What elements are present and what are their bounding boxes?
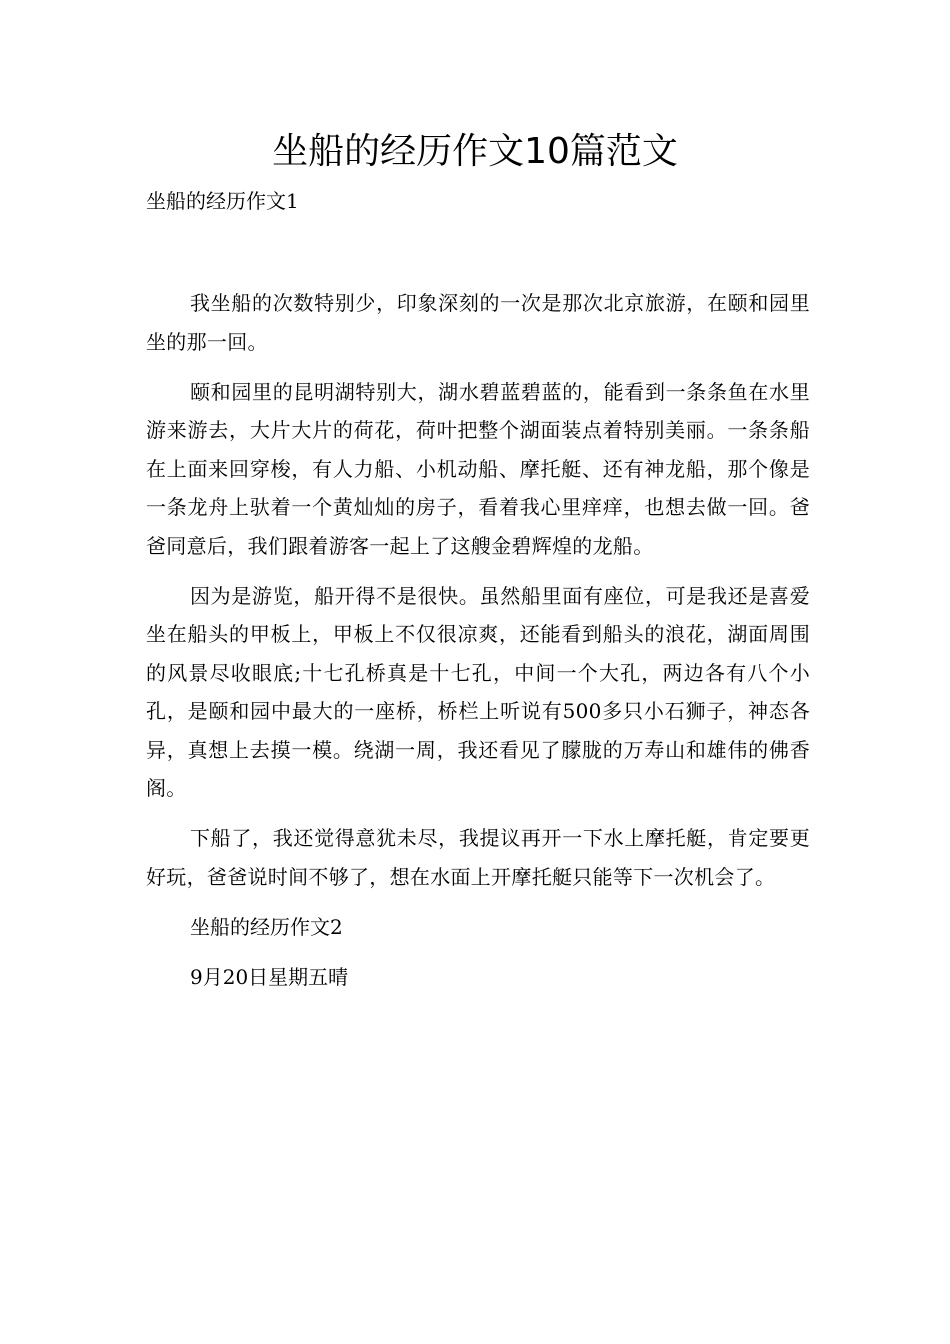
document-title: 坐船的经历作文10篇范文: [272, 131, 678, 172]
paragraph-3: 因为是游览，船开得不是很快。虽然船里面有座位，可是我还是喜爱坐在船头的甲板上，甲板上不仅很凉爽，还能看到船头的浪花，湖面周围的风景尽收眼底;十七孔桥真是十七孔，中间一个大孔，两边各有八个小孔，是颐和园中最大的一座桥，桥栏上听说有500多只小石狮子，神态各异，真想上去摸一模。绕湖一周，我还看见了朦胧的万寿山和雄伟的佛香阁。: [146, 583, 810, 800]
paragraph-1: 我坐船的次数特别少，印象深刻的一次是那次北京旅游，在颐和园里坐的那一回。: [146, 291, 810, 354]
paragraph-4: 下船了，我还觉得意犹未尽，我提议再开一下水上摩托艇，肯定要更好玩，爸爸说时间不够了，想在水面上开摩托艇只能等下一次机会了。: [146, 826, 810, 889]
paragraph-2: 颐和园里的昆明湖特别大，湖水碧蓝碧蓝的，能看到一条条鱼在水里游来游去，大片大片的荷花，荷叶把整个湖面装点着特别美丽。一条条船在上面来回穿梭，有人力船、小机动船、摩托艇、还有神龙船，那个像是一条龙舟上驮着一个黄灿灿的房子，看着我心里痒痒，也想去做一回。爸爸同意后，我们跟着游客一起上了这艘金碧辉煌的龙船。: [146, 379, 810, 558]
essay-2-date: 9月20日星期五晴: [190, 964, 349, 989]
document-body: [146, 284, 810, 1008]
essay-2-heading: 坐船的经历作文2: [190, 914, 343, 939]
essay-1-heading: 坐船的经历作文1: [146, 189, 299, 213]
